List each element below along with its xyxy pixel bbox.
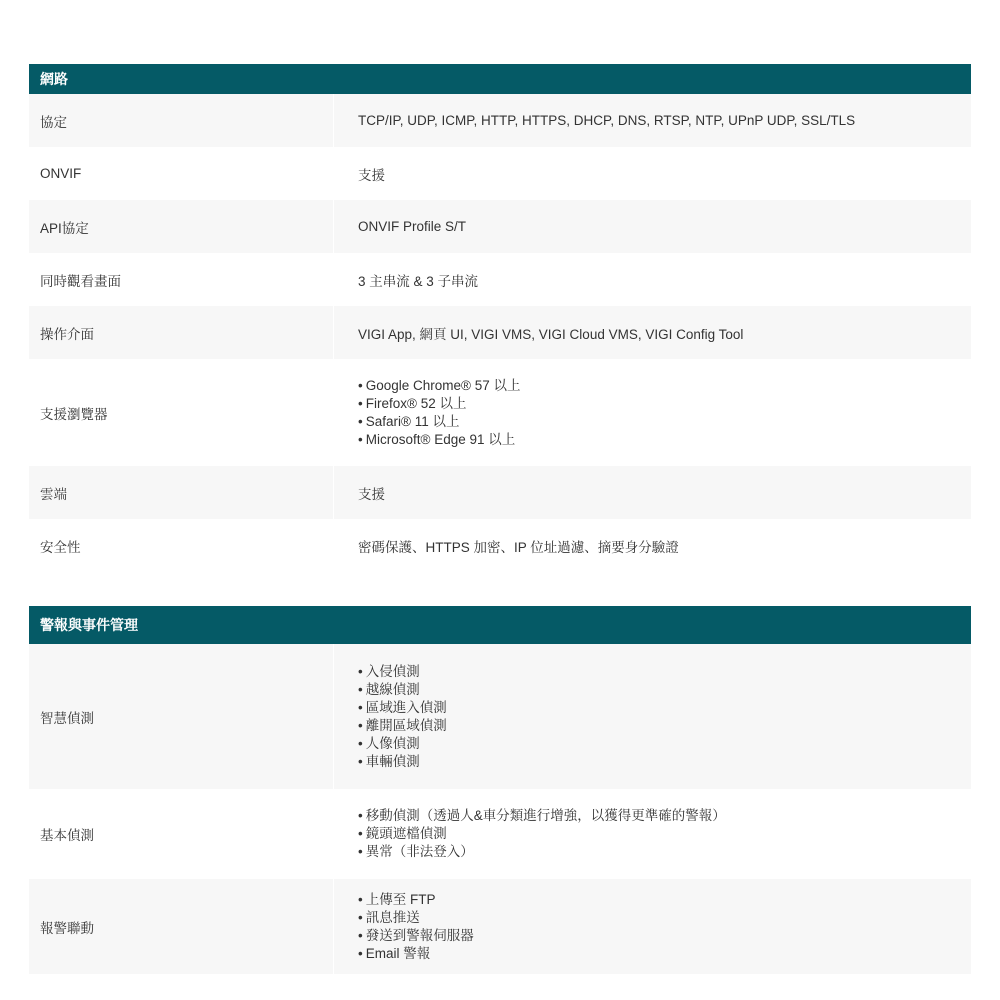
list-item: • 人像偵測 xyxy=(358,735,971,753)
network-section xyxy=(29,64,971,572)
section-header-network xyxy=(29,64,971,94)
spec-value: ONVIF Profile S/T xyxy=(358,219,467,234)
spec-value: TCP/IP, UDP, ICMP, HTTP, HTTPS, DHCP, DNS, RTSP, NTP, UPnP UDP, SSL/TLS xyxy=(358,113,856,128)
list-item: • Firefox® 52 以上 xyxy=(358,395,971,413)
spec-label: 支援瀏覽器 xyxy=(29,359,334,466)
spec-row-interface xyxy=(29,306,971,359)
spec-row-basic-detection xyxy=(29,789,971,879)
spec-value-list xyxy=(334,879,971,974)
spec-label: API協定 xyxy=(29,200,334,253)
spec-row-cloud xyxy=(29,466,971,519)
spec-row-streams xyxy=(29,253,971,306)
spec-label: 安全性 xyxy=(29,519,334,572)
spec-label: ONVIF xyxy=(29,147,334,200)
spec-row-protocol xyxy=(29,94,971,147)
list-item: • 移動偵測（透過人&車分類進行增強，以獲得更準確的警報） xyxy=(358,807,971,825)
alarm-section xyxy=(29,606,971,974)
spec-label: 協定 xyxy=(29,94,334,147)
section-title: 網路 xyxy=(40,71,68,87)
spec-label: 報警聯動 xyxy=(29,879,334,974)
spec-row-api xyxy=(29,200,971,253)
spec-value: 3 主串流 & 3 子串流 xyxy=(358,273,479,289)
list-item: • Safari® 11 以上 xyxy=(358,413,971,431)
list-item: • 發送到警報伺服器 xyxy=(358,927,971,945)
list-item: • 入侵偵測 xyxy=(358,663,971,681)
list-item: • 上傳至 FTP xyxy=(358,891,971,909)
spec-label: 操作介面 xyxy=(29,306,334,359)
list-item: • Google Chrome® 57 以上 xyxy=(358,377,971,395)
spec-value: 支援 xyxy=(358,486,385,502)
spec-value-list xyxy=(334,359,971,466)
spec-label: 基本偵測 xyxy=(29,789,334,879)
list-item: • 越線偵測 xyxy=(358,681,971,699)
spec-row-security xyxy=(29,519,971,572)
spec-row-browsers xyxy=(29,359,971,466)
list-item: • Email 警報 xyxy=(358,945,971,963)
section-title: 警報與事件管理 xyxy=(40,617,138,633)
list-item: • 車輛偵測 xyxy=(358,753,971,771)
spec-row-onvif xyxy=(29,147,971,200)
spec-label: 智慧偵測 xyxy=(29,644,334,789)
section-header-alarm xyxy=(29,606,971,644)
list-item: • 離開區域偵測 xyxy=(358,717,971,735)
spec-value: 密碼保護、HTTPS 加密、IP 位址過濾、摘要身分驗證 xyxy=(358,539,679,555)
spec-label: 雲端 xyxy=(29,466,334,519)
spec-value: 支援 xyxy=(358,167,385,183)
list-item: • 區域進入偵測 xyxy=(358,699,971,717)
spec-label: 同時觀看畫面 xyxy=(29,253,334,306)
list-item: • 鏡頭遮檔偵測 xyxy=(358,825,971,843)
spec-value-list xyxy=(334,644,971,789)
spec-value: VIGI App, 網頁 UI, VIGI VMS, VIGI Cloud VMS, VIGI Config Tool xyxy=(358,326,744,342)
list-item: • Microsoft® Edge 91 以上 xyxy=(358,431,971,449)
list-item: • 異常（非法登入） xyxy=(358,843,971,861)
list-item: • 訊息推送 xyxy=(358,909,971,927)
spec-row-smart-detection xyxy=(29,644,971,789)
spec-row-alarm-linkage xyxy=(29,879,971,974)
spec-value-list xyxy=(334,789,971,879)
